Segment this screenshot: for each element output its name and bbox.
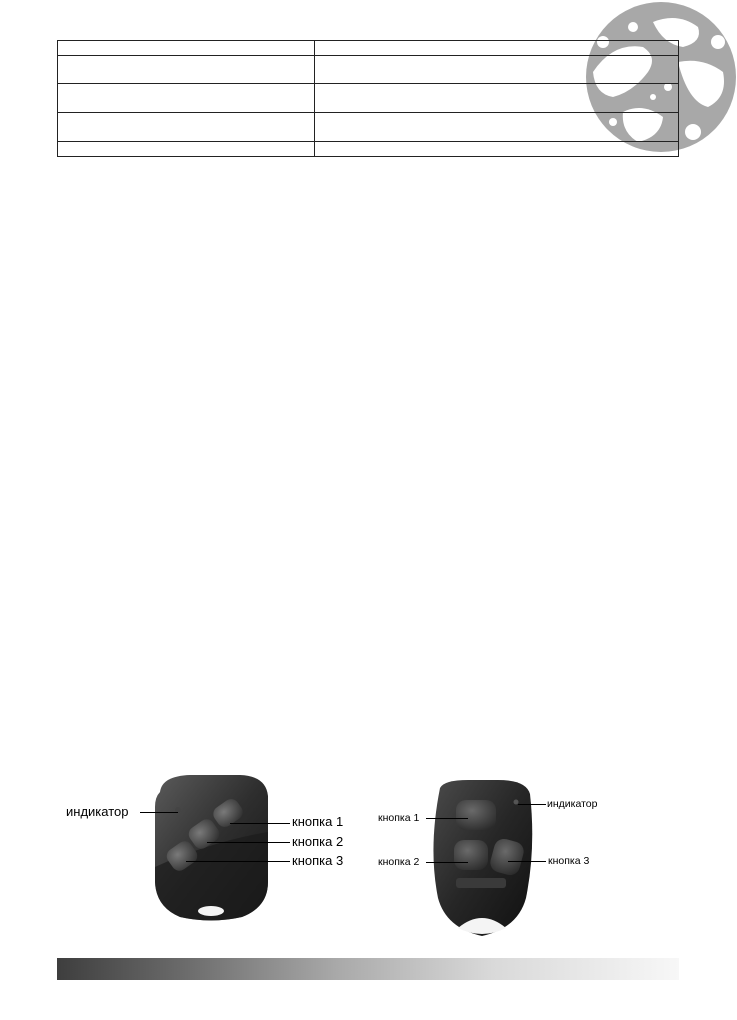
table-cell — [315, 56, 679, 84]
left-button3-leader-line — [186, 861, 290, 862]
right-button2-leader-line — [426, 862, 468, 863]
left-button2-leader-line — [207, 842, 290, 843]
right-remote-button-1 — [456, 800, 496, 830]
left-indicator-leader-line — [140, 812, 178, 813]
right-button1-label: кнопка 1 — [378, 812, 420, 824]
left-button1-label: кнопка 1 — [292, 814, 344, 829]
right-remote-button-2 — [454, 840, 488, 870]
table-cell — [58, 84, 315, 113]
table-cell — [315, 142, 679, 157]
table-row — [58, 56, 679, 84]
left-indicator-label: индикатор — [66, 804, 129, 819]
table-row — [58, 142, 679, 157]
table-cell — [58, 56, 315, 84]
spec-table — [57, 40, 679, 157]
right-button2-label: кнопка 2 — [378, 856, 420, 868]
right-button1-leader-line — [426, 818, 468, 819]
table-row — [58, 41, 679, 56]
footer-gradient-bar — [57, 958, 679, 980]
table-cell — [315, 84, 679, 113]
left-button1-leader-line — [230, 823, 290, 824]
remote-left-image — [150, 772, 272, 924]
remote-right-image — [428, 778, 536, 938]
table-row — [58, 113, 679, 142]
table-cell — [58, 113, 315, 142]
right-indicator-label: индикатор — [547, 798, 598, 810]
table-cell — [315, 113, 679, 142]
table-cell — [58, 142, 315, 157]
left-button3-label: кнопка 3 — [292, 853, 344, 868]
table-cell — [58, 41, 315, 56]
left-button2-label: кнопка 2 — [292, 834, 344, 849]
right-button3-label: кнопка 3 — [548, 855, 590, 867]
table-row — [58, 84, 679, 113]
table-cell — [315, 41, 679, 56]
right-button3-leader-line — [508, 861, 546, 862]
right-indicator-leader-line — [518, 804, 546, 805]
